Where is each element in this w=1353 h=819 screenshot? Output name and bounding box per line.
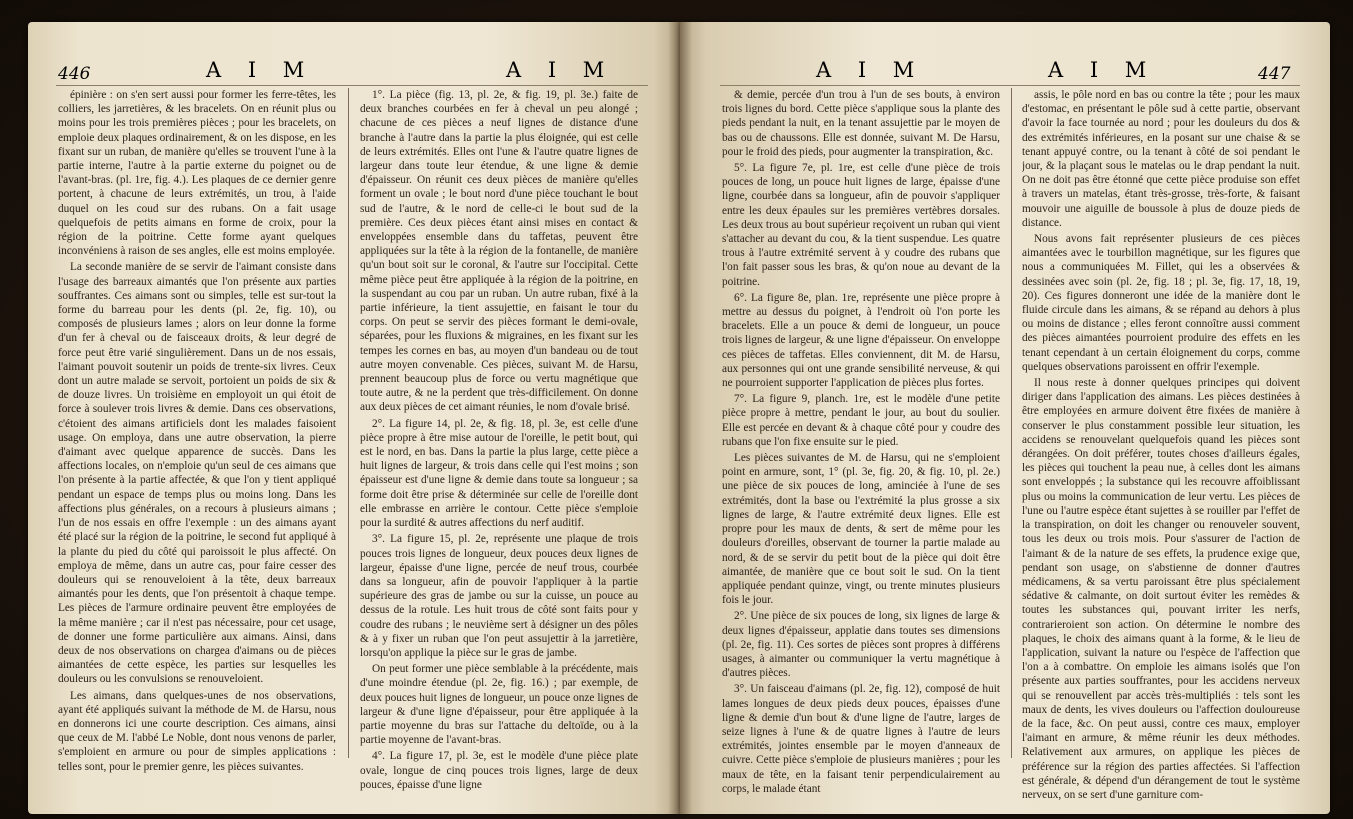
right-page-column-1 [722,88,1000,808]
header-rule-right [720,85,1300,86]
running-head-left-col1: A I M [206,58,315,82]
paragraph: Les aimans, dans quelques-unes de nos observations, ayant été appliqués suivant la méthode de M. de Harsu, nous en donnerons ici une courte description. Ces aimans, ainsi que ceux de M. l'abbé Le Noble, dont nous venons de parler, s'emploient en armure ou pour de simples applications : telles sont, pour le premier genre, les pièces suivantes. [58,689,336,773]
page-number-right: 447 [1258,64,1291,84]
paragraph: & demie, percée d'un trou à l'un de ses bouts, à environ trois lignes du bord. Cette pièce s'applique sous la plante des pieds pendant la nuit, en la tenant assujettie par le moyen de bas ou de chaussons. Elle est donnée, suivant M. De Harsu, pour le froid des pieds, pour augmenter la transpiration, &c. [722,89,1000,158]
paragraph: La seconde manière de se servir de l'aimant consiste dans l'usage des barreaux aimantés que l'on présente aux parties souffrantes. Ces aimans sont ou simples, telle est sur-tout la forme du barreau pour les dents (pl. 2e, fig. 10), ou composés de plusieurs lames ; alors on leur donne la forme d'un fer à cheval ou de faisceaux droits, & leur degré de force peut être varié singulièrement. Dans un de nos essais, l'aimant pouvoit soutenir un poids de trente-six livres. Ceux dont un autre malade se servoit, portoient un poids de six & de douze livres. Un troisième en employoit un qui étoit de force à soulever trois livres & demie. Dans ces observations, c'étoient des aimans artificiels dont les malades faisoient usage. On employa, dans une autre observation, la pierre d'aimant avec quelque apparence de succès. Dans les affections locales, on n'emploie qu'un seul de ces aimans que l'on présente à la partie affectée, & que l'on y tient appliqué pendant un espace de temps plus ou moins long. Dans les affections plus générales, on a recours à plusieurs aimans ; l'un de nos essais en offre l'exemple : un des aimans ayant été placé sur la région de la poitrine, le second fut appliqué à la plante du pied du côté qui paroissoit le plus affecté. On employa de même, dans un autre cas, pour faire cesser des douleurs qui se renouveloient à la tête, deux barreaux aimantés pour les dents, que l'on présentoit à chaque tempe. Les pièces de l'armure ordinaire peuvent être employées de la même manière ; car il n'est pas nécessaire, pour cet usage, de donner une forme particulière aux aimans. Ainsi, dans deux de nos observations on chargea d'aimans ou de pièces aimantées de cette espèce, les parties sur lesquelles les douleurs ou les convulsions se renouveloient. [58,261,336,686]
paragraph: 2°. Une pièce de six pouces de long, six lignes de large & deux lignes d'épaisseur, applatie dans toutes ses dimensions (pl. 2e, fig. 11). Ces sortes de pièces sont propres à différens usages, à aimanter ou communiquer la vertu magnétique à d'autres pièces. [722,610,1000,680]
header-rule-left [56,85,648,86]
paragraph: 3°. Un faisceau d'aimans (pl. 2e, fig. 12), composé de huit lames longues de deux pieds deux pouces, épaisses d'une ligne & demie d'un bout & d'une ligne de l'autre, larges de seize lignes à l'une & de quatre lignes à l'autre de leurs extrémités, jointes ensemble par le moyen d'anneaux de cuivre. Cette pièce s'emploie de plusieurs manières ; pour les maux de tête, en la faisant tenir perpendiculairement au corps, le malade étant [722,683,1000,795]
paragraph: 6°. La figure 8e, plan. 1re, représente une pièce propre à mettre au dessus du poignet, à l'endroit où l'on porte les bracelets. Elle a un pouce & demi de longueur, un pouce trois lignes de largeur, & une ligne d'épaisseur. On enveloppe ces pièces de taffetas. Elles conviennent, dit M. de Harsu, aux personnes qui ont une grande sensibilité nerveuse, & qui ne pourroient supporter l'application de pièces plus fortes. [722,291,1000,390]
running-head-right-col2: A I M [1048,58,1157,82]
paragraph: Les pièces suivantes de M. de Harsu, qui ne s'emploient point en armure, sont, 1° (pl. 3e, fig. 20, & fig. 10, pl. 2e.) une pièce de six pouces de long, aminciée à l'une de ses extrémités, dont la base ou l'extrémité la plus grosse a six lignes de large, & l'autre extrémité deux lignes. Elle est propre pour les maux de dents, & sert de même pour les douleurs d'oreilles, observant de tourner la partie malade au nord, & de se servir du petit bout de la pièce qui doit être aimantée, de manière que ce bout soit le sud. On la tient appliquée pendant quinze, vingt, ou trente minutes plusieurs fois le jour. [722,452,1000,607]
left-page [28,22,680,814]
paragraph: Il nous reste à donner quelques principes qui doivent diriger dans l'application des aimans. Les pièces destinées à être employées en armure doivent être fixées de manière à conserver le plus constamment possible leur situation, les accidens se renouvelant quelquefois quand les pièces sont dérangées. On doit préférer, toutes choses d'ailleurs égales, les pièces qui touchent la peau nue, à celles dont les aimans sont enveloppés ; la substance qui les recouvre affoiblissant plus ou moins la communication de leur vertu. Les pièces de l'une ou l'autre espèce étant sujettes à se rouiller par l'effet de la transpiration, on doit les changer ou renouveler souvent, tous les deux ou trois mois. Pour s'assurer de l'action de l'aimant & de la nature de ses effets, la prudence exige que, pendant son usage, on s'abstienne de donner d'autres médicamens, & sa vertu paroissant être plus spécialement sédative & calmante, on doit surtout éviter les remèdes & toutes les substances qui, pouvant irriter les nerfs, contrarieroient son action. On détermine le nombre des plaques, le choix des aimans quant à la forme, & le lieu de l'application, suivant la nature ou l'espèce de l'affection que l'on a à combattre. On emploie les aimans isolés que l'on présente aux parties souffrantes, pour les accidens nerveux qui se renouvellent par accès très-multipliés : tels sont les maux de dents, les vives douleurs ou l'affection douloureuse de la face, &c. On peut aussi, contre ces maux, employer l'aimant en armure, & même réunir les deux méthodes. Relativement aux armures, on applique les pièces de préférence sur la région des parties affectées. Si l'affection est générale, & dépend d'un dérangement de tout le système nerveux, on se sert d'une garniture com- [1022,377,1300,801]
paragraph: On peut former une pièce semblable à la précédente, mais d'une moindre étendue (pl. 2e, fig. 16.) ; par exemple, de deux pouces huit lignes de longueur, un pouce onze lignes de largeur & d'une ligne d'épaisseur, pour être appliquée à la partie moyenne du bras sur l'attache du deltoïde, ou à la partie moyenne de l'avant-bras. [360,663,638,747]
paragraph: épinière : on s'en sert aussi pour former les ferre-têtes, les colliers, les jarretières, & les bracelets. On en réunit plus ou moins pour les trois premières pièces ; pour les bracelets, on emploie deux plaques ordinairement, & on les dispose, en les fixant sur un ruban, de manière qu'elles se trouvent l'une à la partie interne, l'autre à la partie externe du poignet ou de l'avant-bras. (pl. 1re, fig. 4.). Les plaques de ce dernier genre portent, à chacune de leurs extrémités, un trou, à l'aide duquel on les coud sur des rubans. On a fait usage quelquefois de petits aimans en forme de croix, pour la région de la poitrine. Cette forme ayant quelques inconvéniens à raison de ses angles, elle est moins employée. [58,89,336,258]
running-head-left-col2: A I M [506,58,615,82]
paragraph: Nous avons fait représenter plusieurs de ces pièces aimantées avec le tourbillon magnétique, sur les figures que nous a communiquées M. Fillet, qui les a observées & dessinées avec soin (pl. 2e, fig. 18 ; pl. 3e, fig. 17, 18, 19, 20). Ces figures donneront une idée de la manière dont le fluide circule dans les aimans, & se répand au dehors à plus ou moins de distance ; elles feront connoître aussi comment des pièces aimantées pourroient produire des effets en les tenant cependant à un certain éloignement du corps, comme quelques observations paroissent en offrir l'exemple. [1022,233,1300,373]
paragraph: 2°. La figure 14, pl. 2e, & fig. 18, pl. 3e, est celle d'une pièce propre à être mise autour de l'oreille, le petit bout, qui est le nord, en bas. Dans la partie la plus large, cette pièce a huit lignes de largeur, & trois dans celle qui l'est moins ; son épaisseur est d'une ligne & demie dans toute sa longueur ; sa forme doit être prise & déterminée sur celle de l'oreille dont elle embrasse en arrière le contour. Cette pièce s'emploie pour la surdité & autres affections du nerf auditif. [360,417,638,530]
paragraph: 7°. La figure 9, planch. 1re, est le modèle d'une petite pièce propre à mettre, pendant le jour, au bout du soulier. Elle est percée en devant & à chaque côté pour y coudre des rubans que l'on fixe ensuite sur le pied. [722,393,1000,448]
book-gutter [668,22,692,814]
paragraph: 5°. La figure 7e, pl. 1re, est celle d'une pièce de trois pouces de long, un pouce huit lignes de large, épaisse d'une ligne, courbée dans sa longueur, afin de pouvoir s'appliquer entre les deux épaules sur les premières vertèbres dorsales. Les deux trous au bout supérieur reçoivent un ruban qui vient s'attacher au devant du cou, & la tient suspendue. Les quatre trous à l'autre extrémité servent à y coudre des rubans que l'on fait passer sous les bras, & qu'on noue au devant de la poitrine. [722,162,1000,288]
left-page-column-1 [58,88,336,808]
paragraph: 4°. La figure 17, pl. 3e, est le modèle d'une pièce plate ovale, longue de cinq pouces trois lignes, large de deux pouces, épaisse d'une ligne [360,750,638,791]
paragraph: 3°. La figure 15, pl. 2e, représente une plaque de trois pouces trois lignes de longueur, deux pouces deux lignes de largeur, épaisse d'une ligne, percée de neuf trous, courbée dans sa longueur, afin de pouvoir l'appliquer à la partie supérieure des gras de jambe ou sur la cuisse, un pouce au dessus de la rotule. Les huit trous de côté sont faits pour y coudre des rubans ; le neuvième sert à désigner un des pôles & à y fixer un ruban que l'on peut assujettir à la jarretière, lorsqu'on applique la pièce sur le gras de jambe. [360,533,638,659]
column-rule-left [348,88,349,758]
running-head-right-col1: A I M [816,58,925,82]
paragraph: 1°. La pièce (fig. 13, pl. 2e, & fig. 19, pl. 3e.) faite de deux branches courbées en fer à cheval un peu alongé ; chacune de ces pièces a neuf lignes de distance d'une branche à l'autre dans la partie la plus éloignée, qui est celle de leurs extrémités. Elles ont l'une & l'autre quatre lignes de largeur dans toute leur étendue, & une ligne & demie d'épaisseur. On réunit ces deux pièces de manière qu'elles forment un ovale ; le bout nord d'une pièce touchant le bout sud de l'autre, & le nord de celle-ci le bout sud de la première. Ces deux pièces étant ainsi mises en contact & enveloppées ensemble dans du taffetas, peuvent être appliquées sur la tête à la région de la fontanelle, de manière qu'un bout soit sur le coronal, & l'autre sur l'occipital. Cette même pièce peut être appliquée à la région de la poitrine, en la suspendant au cou par un ruban. Un autre ruban, fixé à la partie inférieure, la tient assujettie, en faisant le tour du corps. On peut se servir des pièces formant le demi-ovale, séparées, pour les fluxions & migraines, en les fixant sur les tempes les cornes en bas, au moyen d'un bandeau ou de tout autre moyen convenable. Ces pièces, suivant M. de Harsu, prennent beaucoup plus de force ou vertu magnétique que toute autre, & ne la perdent que très-difficilement. On donne aux deux pièces de cet aimant réunies, le nom d'ovale brisé. [360,89,638,414]
right-page [680,22,1330,814]
right-page-column-2 [1022,88,1300,808]
left-page-column-2 [360,88,638,808]
column-rule-right [1011,88,1012,758]
page-number-left: 446 [58,64,91,84]
paragraph: assis, le pôle nord en bas ou contre la tête ; pour les maux d'estomac, en présentant le pôle sud à cette partie, observant d'avoir la face tournée au nord ; pour les douleurs du dos & des extrémités inférieures, en la posant sur une chaise & se tenant appuyé contre, ou la tenant à côté de soi pendant le jour, & la plaçant sous le matelas ou le drap pendant la nuit. On ne doit pas être étonné que cette pièce produise son effet à travers un matelas, étant très-grosse, très-forte, & faisant mouvoir une aiguille de boussole à plus de douze pieds de distance. [1022,89,1300,229]
